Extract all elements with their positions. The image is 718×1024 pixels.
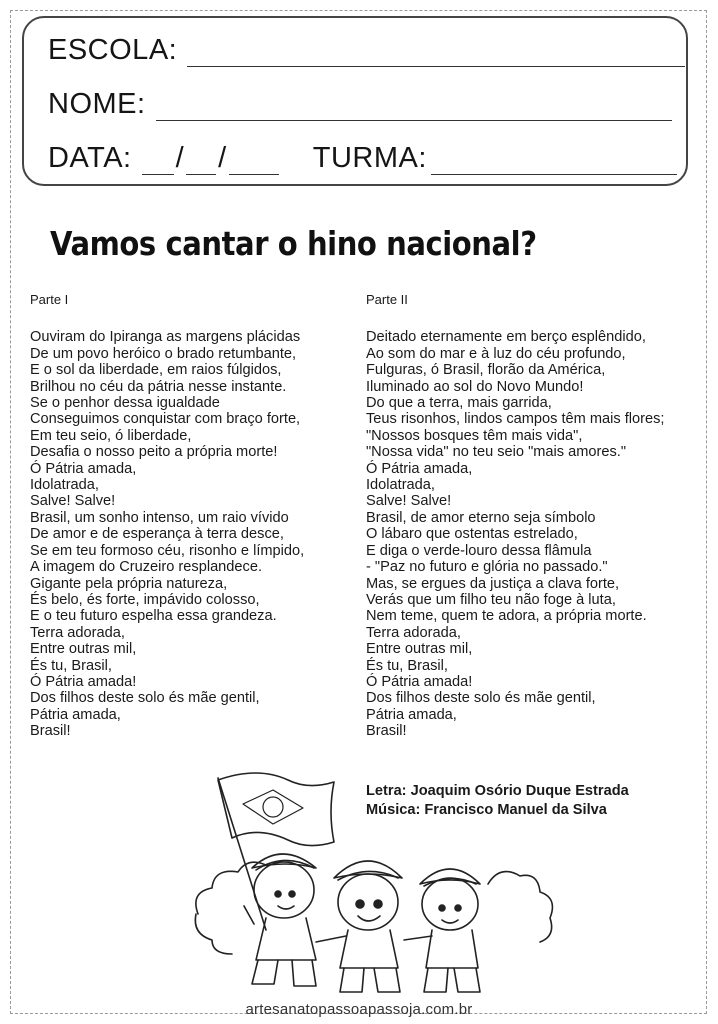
verse-line: Pátria amada, [30, 706, 121, 723]
parte1-lines [30, 329, 360, 739]
verse-line: E o teu futuro espelha essa grandeza. [30, 608, 277, 625]
turma-field[interactable] [431, 148, 677, 175]
verse-line: Desafia o nosso peito a própria morte! [30, 444, 278, 461]
day-blank[interactable] [142, 148, 174, 175]
verse-line: "Nossa vida" no teu seio "mais amores." [366, 444, 627, 461]
verse-line: Idolatrada, [30, 477, 99, 494]
verse-line: Ao som do mar e à luz do céu profundo, [366, 345, 626, 362]
verse-line: Teus risonhos, lindos campos têm mais flores; [366, 411, 665, 428]
lyrics-credit: Letra: Joaquim Osório Duque Estrada [366, 783, 629, 799]
verse-line: Entre outras mil, [30, 641, 137, 658]
nome-label: NOME: [48, 88, 146, 120]
verse-line: A imagem do Cruzeiro resplandece. [30, 559, 262, 576]
children-marching-illustration [188, 764, 560, 1000]
parte1-column [30, 292, 360, 740]
verse-line: Brasil! [30, 723, 71, 740]
verse-line: Deitado eternamente em berço esplêndido, [366, 329, 646, 346]
verse-line: Se em teu formoso céu, risonho e límpido, [30, 542, 305, 559]
verse-line: Brasil, um sonho intenso, um raio vívido [30, 509, 289, 526]
escola-row [48, 34, 685, 67]
verse-line: Dos filhos deste solo és mãe gentil, [30, 690, 260, 707]
verse-line: De amor e de esperança à terra desce, [30, 526, 284, 543]
flag-pole [218, 778, 266, 930]
data-label: DATA: [48, 142, 132, 174]
verse-line: Salve! Salve! [366, 493, 452, 510]
cloud-icon [195, 914, 232, 954]
verse-line: Mas, se ergues da justiça a clava forte, [366, 575, 620, 592]
verse-line: Entre outras mil, [366, 641, 473, 658]
verse-line: Nem teme, quem te adora, a própria morte. [366, 608, 647, 625]
year-blank[interactable] [229, 148, 279, 175]
month-blank[interactable] [186, 148, 216, 175]
page-title: Vamos cantar o hino nacional? [50, 224, 537, 263]
parte2-column [366, 292, 696, 740]
parte2-heading: Parte II [366, 292, 408, 307]
verse-line: Idolatrada, [366, 477, 435, 494]
verse-line: Ó Pátria amada! [30, 673, 137, 690]
verse-line: O lábaro que ostentas estrelado, [366, 526, 578, 543]
verse-line: Brilhou no céu da pátria nesse instante. [30, 378, 287, 395]
verse-line: Iluminado ao sol do Novo Mundo! [366, 378, 584, 395]
verse-line: Ouviram do Ipiranga as margens plácidas [30, 329, 301, 346]
child-right-icon [404, 869, 480, 992]
verse-line: Ó Pátria amada! [366, 673, 473, 690]
student-info-box [22, 16, 688, 186]
nome-field[interactable] [156, 94, 672, 121]
verse-line: Terra adorada, [30, 624, 125, 641]
verse-line: Brasil! [366, 723, 407, 740]
verse-line: Terra adorada, [366, 624, 461, 641]
verse-line: És tu, Brasil, [366, 657, 448, 674]
verse-line: E o sol da liberdade, em raios fúlgidos, [30, 362, 282, 379]
date-slash: / [218, 142, 227, 174]
escola-field[interactable] [187, 40, 685, 67]
verse-line: E diga o verde-louro dessa flâmula [366, 542, 592, 559]
verse-line: Gigante pela própria natureza, [30, 575, 228, 592]
parte1-heading: Parte I [30, 292, 69, 307]
verse-line: Pátria amada, [366, 706, 457, 723]
child-middle-icon [316, 861, 402, 992]
verse-line: Ó Pátria amada, [30, 460, 137, 477]
verse-line: Ó Pátria amada, [366, 460, 473, 477]
verse-line: És belo, és forte, impávido colosso, [30, 591, 260, 608]
verse-line: És tu, Brasil, [30, 657, 112, 674]
data-row [48, 142, 677, 175]
music-credit: Música: Francisco Manuel da Silva [366, 802, 607, 818]
verse-line: Brasil, de amor eterno seja símbolo [366, 509, 596, 526]
verse-line: Dos filhos deste solo és mãe gentil, [366, 690, 596, 707]
escola-label: ESCOLA: [48, 34, 178, 66]
verse-line: Se o penhor dessa igualdade [30, 395, 220, 412]
cloud-icon [488, 872, 552, 943]
date-field[interactable] [142, 142, 279, 175]
footer-website: artesanatopassoapassoja.com.br [245, 1001, 473, 1018]
verse-line: "Nossos bosques têm mais vida", [366, 427, 583, 444]
verse-line: Do que a terra, mais garrida, [366, 395, 552, 412]
parte2-lines [366, 329, 696, 739]
turma-label: TURMA: [312, 142, 427, 174]
nome-row [48, 88, 672, 121]
date-slash: / [175, 142, 185, 174]
verse-line: Conseguimos conquistar com braço forte, [30, 411, 301, 428]
verse-line: - "Paz no futuro e glória no passado." [366, 559, 608, 576]
verse-line: De um povo heróico o brado retumbante, [30, 345, 297, 362]
verse-line: Verás que um filho teu não foge à luta, [366, 591, 616, 608]
verse-line: Em teu seio, ó liberdade, [30, 427, 192, 444]
child-left-icon [244, 854, 316, 986]
verse-line: Salve! Salve! [30, 493, 116, 510]
verse-line: Fulguras, ó Brasil, florão da América, [366, 362, 606, 379]
